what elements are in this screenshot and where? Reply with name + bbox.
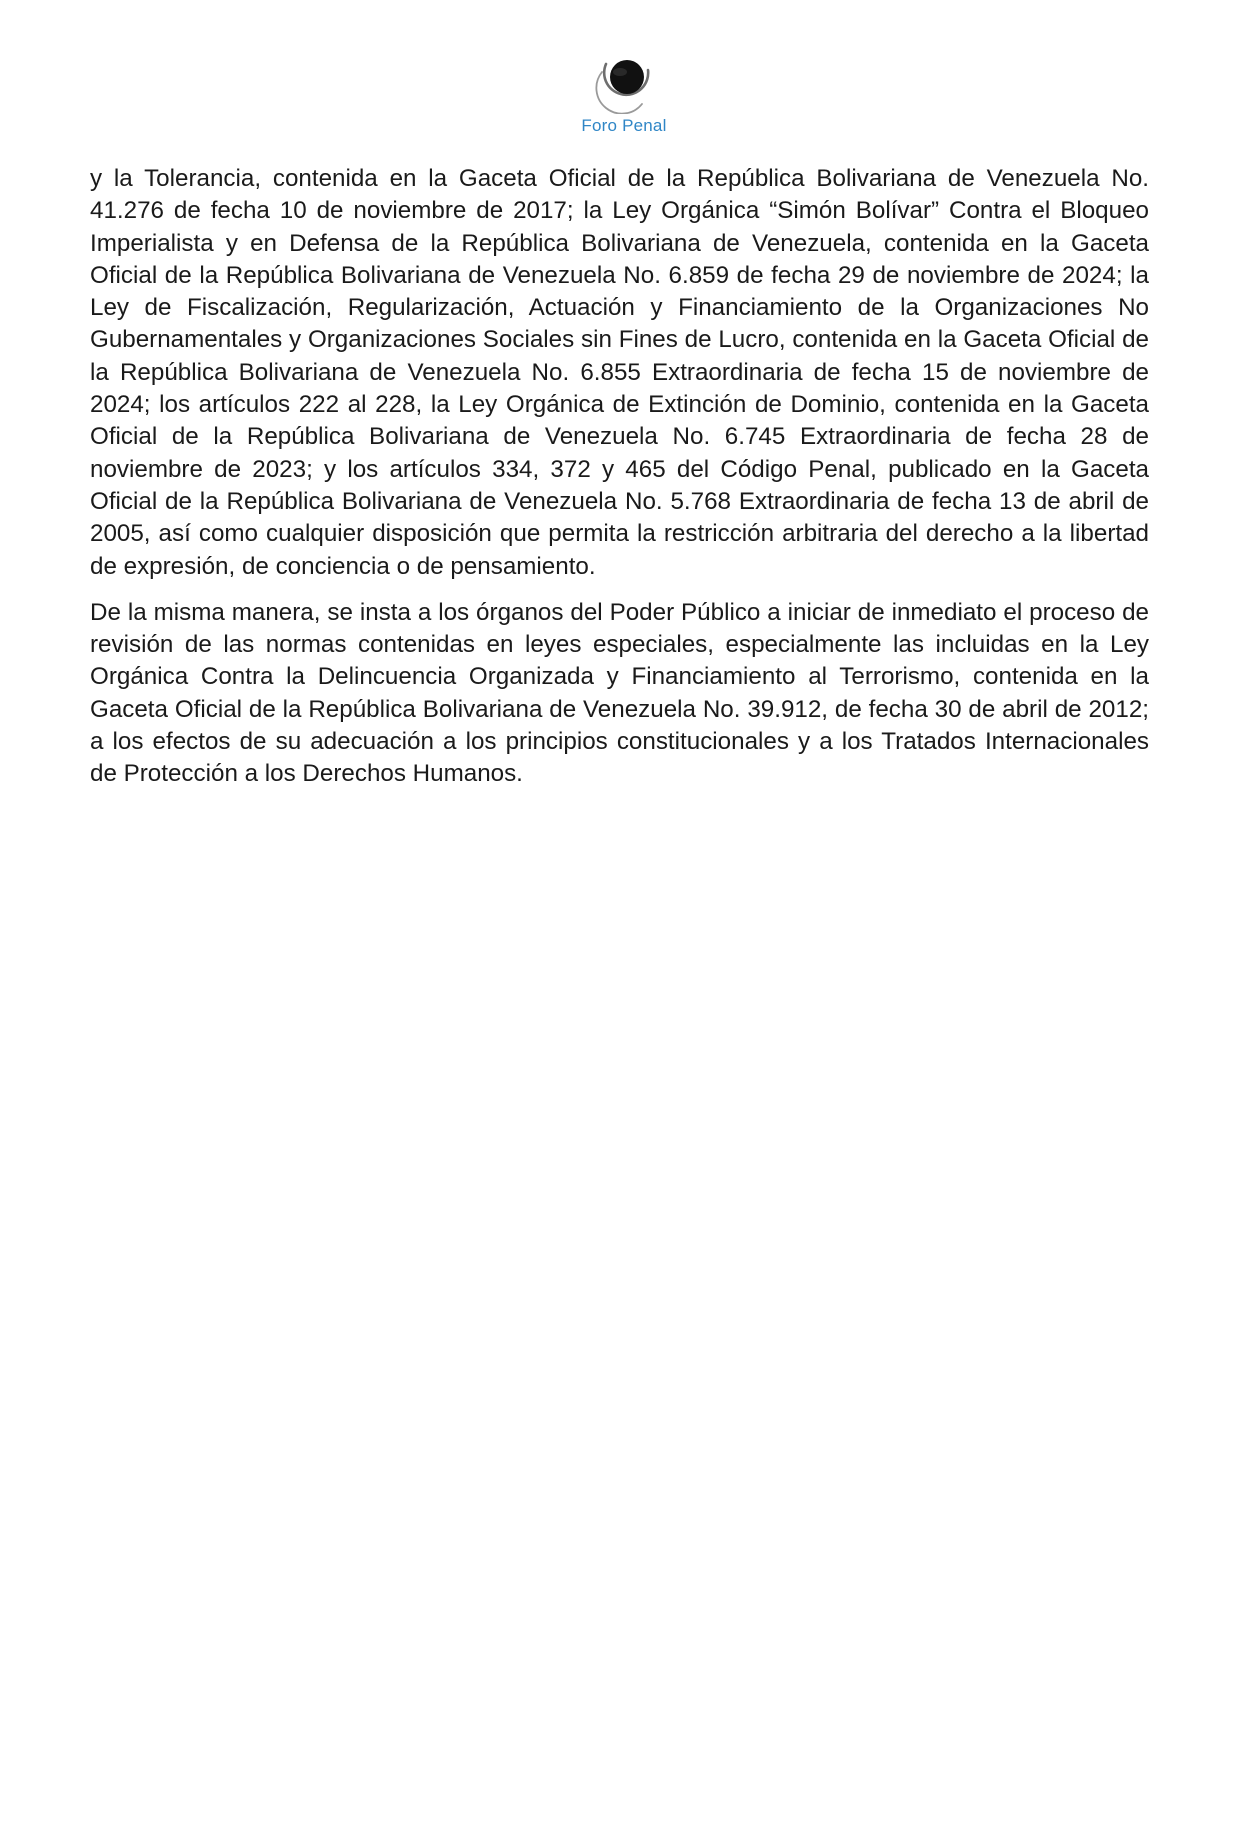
paragraph-2: De la misma manera, se insta a los órganos del Poder Público a iniciar de inmediato el proceso de revisión de las normas contenidas en leyes especiales, especialmente las incluidas en la Ley Orgánica Contra la Delincuencia Organizada y Financiamiento al Terrorismo, contenida en la Gaceta Oficial de la República Bolivariana de Venezuela No. 39.912, de fecha 30 de abril de 2012; a los efectos de su adecuación a los principios constitucionales y a los Tratados Internacionales de Protección a los Derechos Humanos.: [90, 598, 1149, 788]
paragraph-1: y la Tolerancia, contenida en la Gaceta Oficial de la República Bolivariana de Venezuela No. 41.276 de fecha 10 de noviembre de 2017; la Ley Orgánica “Simón Bolívar” Contra el Bloqueo Imperialista y en Defensa de la República Bolivariana de Venezuela, contenida en la Gaceta Oficial de la República Bolivariana de Venezuela No. 6.859 de fecha 29 de noviembre de 2024; la Ley de Fiscalización, Regularización, Actuación y Financiamiento de la Organizaciones No Gubernamentales y Organizaciones Sociales sin Fines de Lucro, contenida en la Gaceta Oficial de la República Bolivariana de Venezuela No. 6.855 Extraordinaria de fecha 15 de noviembre de 2024; los artículos 222 al 228, la Ley Orgánica de Extinción de Dominio, contenida en la Gaceta Oficial de la República Bolivariana de Venezuela No. 6.745 Extraordinaria de fecha 28 de noviembre de 2023; y los artículos 334, 372 y 465 del Código Penal, publicado en la Gaceta Oficial de la República Bolivariana de Venezuela No. 5.768 Extraordinaria de fecha 13 de abril de 2005, así como cualquier disposición que permita la restricción arbitraria del derecho a la libertad de expresión, de conciencia o de pensamiento.: [90, 165, 1149, 580]
page-header: [0, 52, 1248, 136]
document-body: [90, 163, 1149, 805]
foro-penal-logo-icon: [592, 52, 656, 114]
logo-text: Foro Penal: [581, 116, 667, 135]
